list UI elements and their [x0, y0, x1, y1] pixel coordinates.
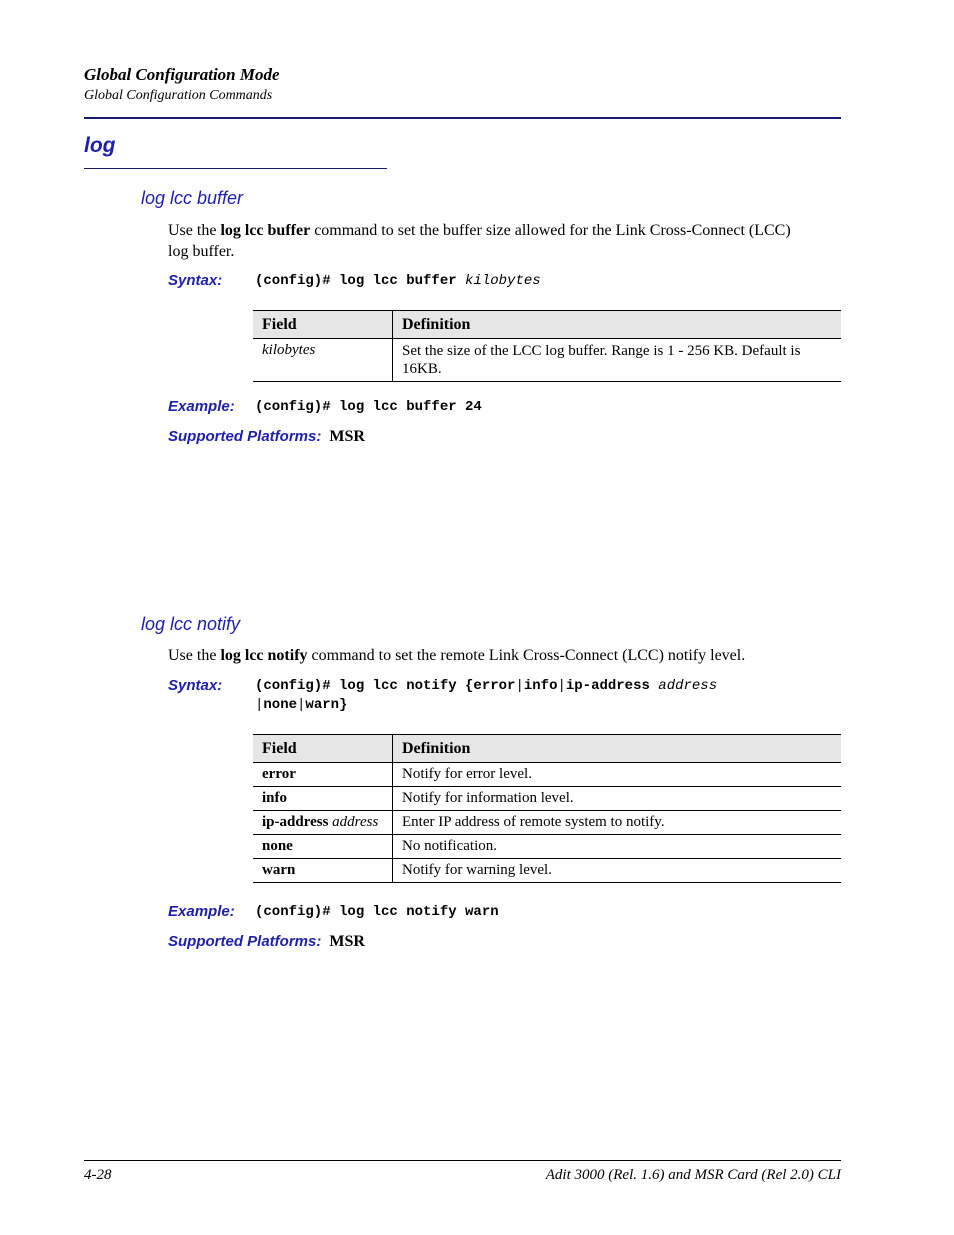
syntax-separator: |	[515, 678, 524, 694]
table-header-row	[253, 311, 841, 339]
platforms-label: Supported Platforms:	[168, 428, 322, 445]
def-line1: Set the size of the LCC log buffer. Range is 1 - 256 KB. Default is	[402, 343, 801, 359]
table-row	[253, 811, 841, 835]
def-line2: 16KB.	[402, 361, 442, 377]
table-row	[253, 763, 841, 787]
desc-post: command to set the buffer size allowed for the Link Cross-Connect (LCC)	[310, 222, 791, 239]
footer-divider	[84, 1160, 841, 1161]
table-row	[253, 787, 841, 811]
syntax-command: (config)# log lcc buffer	[255, 273, 466, 289]
table-row	[253, 859, 841, 883]
syntax-part: none	[263, 697, 298, 713]
command-description-buffer	[168, 220, 848, 262]
table-header-field: Field	[253, 311, 393, 339]
table-cell-definition: No notification.	[393, 835, 842, 859]
footer-document-title: Adit 3000 (Rel. 1.6) and MSR Card (Rel 2.0) CLI	[545, 1167, 841, 1183]
table-cell-definition: Notify for information level.	[393, 787, 842, 811]
table-header-definition: Definition	[393, 311, 842, 339]
table-cell-definition: Notify for warning level.	[393, 859, 842, 883]
table-header-definition: Definition	[393, 735, 842, 763]
table-row	[253, 835, 841, 859]
table-cell-definition: Enter IP address of remote system to notify.	[393, 811, 842, 835]
example-label-buffer: Example:	[168, 398, 235, 415]
table-header-field: Field	[253, 735, 393, 763]
desc-line2: log buffer.	[168, 243, 235, 260]
field-keyword: ip-address	[262, 814, 329, 830]
page-number: 4-28	[84, 1167, 112, 1183]
syntax-argument: address	[658, 678, 718, 694]
table-cell-definition	[393, 339, 842, 382]
header-divider	[84, 117, 841, 119]
desc-command: log lcc notify	[220, 647, 308, 664]
syntax-separator: |	[255, 697, 264, 713]
field-definition-table-buffer	[253, 310, 841, 382]
desc-pre: Use the	[168, 222, 221, 239]
syntax-separator: |	[297, 697, 306, 713]
desc-command: log lcc buffer	[220, 222, 311, 239]
table-cell-field: warn	[253, 859, 393, 883]
field-argument: address	[332, 814, 379, 830]
syntax-label-notify: Syntax:	[168, 677, 223, 694]
desc-post: command to set the remote Link Cross-Connect (LCC) notify level.	[307, 647, 746, 664]
syntax-argument: kilobytes	[465, 273, 541, 289]
supported-platforms-buffer	[168, 428, 365, 446]
table-cell-definition: Notify for error level.	[393, 763, 842, 787]
table-cell-field: info	[253, 787, 393, 811]
syntax-part: ip-address	[565, 678, 659, 694]
field-definition-table-notify	[253, 734, 841, 883]
syntax-part: warn}	[305, 697, 348, 713]
table-cell-field: none	[253, 835, 393, 859]
example-command-buffer: (config)# log lcc buffer 24	[255, 399, 482, 415]
platforms-label: Supported Platforms:	[168, 933, 322, 950]
platforms-value: MSR	[329, 933, 365, 950]
running-header-title: Global Configuration Mode	[84, 65, 280, 84]
syntax-notify	[255, 677, 717, 715]
syntax-label-buffer: Syntax:	[168, 272, 223, 289]
table-cell-field: error	[253, 763, 393, 787]
table-cell-field: kilobytes	[253, 339, 393, 382]
section-divider	[84, 168, 387, 169]
table-header-row	[253, 735, 841, 763]
table-cell-field	[253, 811, 393, 835]
command-title-buffer: log lcc buffer	[141, 188, 244, 208]
syntax-buffer	[255, 272, 541, 291]
syntax-part: (config)# log lcc notify {error	[255, 678, 516, 694]
running-header-subtitle: Global Configuration Commands	[84, 88, 273, 103]
example-command-notify: (config)# log lcc notify warn	[255, 904, 499, 920]
command-title-notify: log lcc notify	[141, 614, 241, 634]
example-label-notify: Example:	[168, 903, 235, 920]
syntax-part: info	[523, 678, 558, 694]
syntax-separator: |	[557, 678, 566, 694]
section-title: log	[84, 134, 116, 157]
desc-pre: Use the	[168, 647, 221, 664]
supported-platforms-notify	[168, 933, 365, 951]
table-row	[253, 339, 841, 382]
command-description-notify	[168, 645, 848, 666]
platforms-value: MSR	[329, 428, 365, 445]
